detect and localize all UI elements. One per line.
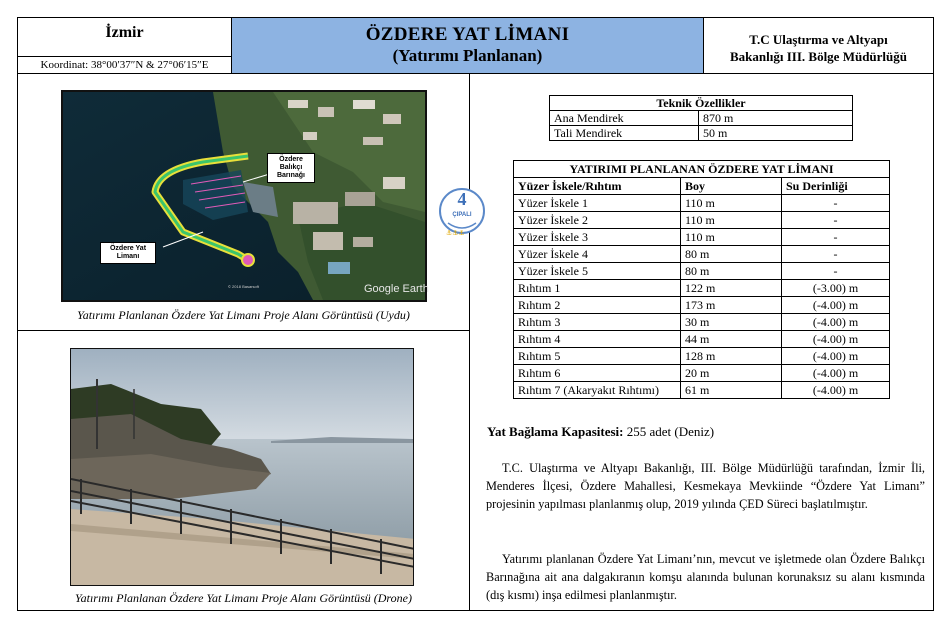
spec-value: 870 m	[699, 111, 853, 126]
berth-name: Rıhtım 5	[514, 348, 681, 365]
authority-line-2: Bakanlığı III. Bölge Müdürlüğü	[730, 49, 907, 64]
berth-name: Rıhtım 6	[514, 365, 681, 382]
header-authority-cell	[704, 17, 934, 74]
header-title-cell	[231, 17, 704, 74]
capacity-value: 255 adet (Deniz)	[626, 424, 715, 439]
berth-depth: (-4.00) m	[782, 297, 890, 314]
capacity-line	[487, 424, 714, 440]
berth-length: 44 m	[681, 331, 782, 348]
authority-line-1: T.C Ulaştırma ve Altyapı	[749, 32, 888, 47]
berth-length: 122 m	[681, 280, 782, 297]
table-header-row	[514, 178, 890, 195]
berth-length: 110 m	[681, 195, 782, 212]
berth-name: Yüzer İskele 3	[514, 229, 681, 246]
berth-depth: -	[782, 195, 890, 212]
table-row	[514, 365, 890, 382]
berth-name: Rıhtım 3	[514, 314, 681, 331]
logo-text: ÇIPALI	[452, 212, 472, 218]
berths-table-title: YATIRIMI PLANLANAN ÖZDERE YAT LİMANI	[514, 161, 890, 178]
page-subtitle: (Yatırımı Planlanan)	[392, 46, 543, 65]
table-row	[514, 212, 890, 229]
berth-length: 173 m	[681, 297, 782, 314]
table-title-row	[514, 161, 890, 178]
marina-label: Özdere Yat Limanı	[100, 242, 156, 264]
berth-length: 128 m	[681, 348, 782, 365]
spec-value: 50 m	[699, 126, 853, 141]
description-paragraph-2: Yatırımı planlanan Özdere Yat Limanı’nın, mevcut ve işletmede olan Özdere Balıkçı Barınağına ait ana dalgakıranın komşu alanında bulunan korunaksız su alanı kısmında (dış kısmı) inşa edilmesi planlanmıştır.	[486, 552, 925, 602]
berth-name: Rıhtım 1	[514, 280, 681, 297]
berth-depth: -	[782, 229, 890, 246]
berths-table	[513, 160, 890, 399]
berth-depth: -	[782, 246, 890, 263]
berth-name: Rıhtım 2	[514, 297, 681, 314]
berth-depth: (-4.00) m	[782, 314, 890, 331]
berth-depth: (-4.00) m	[782, 365, 890, 382]
svg-text:⚓⚓⚓: ⚓⚓⚓	[446, 229, 465, 237]
berth-name: Yüzer İskele 2	[514, 212, 681, 229]
column-header-name: Yüzer İskele/Rıhtım	[514, 178, 681, 195]
table-row	[514, 195, 890, 212]
berth-depth: (-4.00) m	[782, 348, 890, 365]
row-divider	[17, 330, 470, 331]
description-paragraph-1: T.C. Ulaştırma ve Altyapı Bakanlığı, III. Bölge Müdürlüğü tarafından, İzmir İli, Menderes İlçesi, Özdere Mahallesi, Kesmekaya Mevkiinde “Özdere Yat Limanı” projesinin yapılması planlanmış olup, 2019 yılında ÇED Süreci başlatılmıştır.	[486, 461, 925, 511]
satellite-image	[61, 90, 427, 302]
berth-length: 80 m	[681, 263, 782, 280]
berths-table-body	[514, 195, 890, 399]
berth-length: 61 m	[681, 382, 782, 399]
drone-illustration	[71, 349, 414, 586]
table-header-row	[550, 96, 853, 111]
table-row	[514, 246, 890, 263]
spec-name: Tali Mendirek	[550, 126, 699, 141]
svg-text:© 2018 Basarsoft: © 2018 Basarsoft	[228, 284, 259, 289]
table-row	[514, 280, 890, 297]
berth-depth: (-4.00) m	[782, 382, 890, 399]
spec-name: Ana Mendirek	[550, 111, 699, 126]
table-row	[514, 229, 890, 246]
berth-depth: (-4.00) m	[782, 331, 890, 348]
column-header-length: Boy	[681, 178, 782, 195]
capacity-label: Yat Bağlama Kapasitesi:	[487, 424, 624, 439]
berth-depth: -	[782, 212, 890, 229]
satellite-caption: Yatırımı Planlanan Özdere Yat Limanı Proje Alanı Görüntüsü (Uydu)	[77, 308, 410, 322]
column-header-depth: Su Derinliği	[782, 178, 890, 195]
berth-depth: -	[782, 263, 890, 280]
berth-length: 80 m	[681, 246, 782, 263]
berth-name: Rıhtım 4	[514, 331, 681, 348]
table-row	[514, 314, 890, 331]
berth-length: 110 m	[681, 212, 782, 229]
technical-title: Teknik Özellikler	[550, 96, 853, 111]
table-row	[514, 263, 890, 280]
berth-name: Yüzer İskele 5	[514, 263, 681, 280]
google-earth-watermark: Google Earth	[364, 283, 429, 295]
satellite-illustration	[63, 92, 425, 300]
header-location-cell	[17, 17, 231, 74]
technical-specs-table	[549, 95, 853, 141]
berth-name: Yüzer İskele 1	[514, 195, 681, 212]
table-row	[514, 382, 890, 399]
table-row	[514, 331, 890, 348]
column-divider	[469, 74, 470, 611]
table-row	[550, 126, 853, 141]
page-title: ÖZDERE YAT LİMANI	[365, 24, 570, 45]
drone-image	[70, 348, 414, 586]
berth-name: Rıhtım 7 (Akaryakıt Rıhtımı)	[514, 382, 681, 399]
berth-name: Yüzer İskele 4	[514, 246, 681, 263]
city-name: İzmir	[105, 24, 144, 41]
coordinates: Koordinat: 38°00′37″N & 27°06′15″E	[18, 56, 231, 77]
logo-number: 4	[457, 189, 467, 209]
berth-length: 30 m	[681, 314, 782, 331]
fishing-harbour-label: Özdere Balıkçı Barınağı	[267, 153, 315, 183]
table-row	[514, 348, 890, 365]
table-row	[550, 111, 853, 126]
berth-length: 110 m	[681, 229, 782, 246]
anchor-logo	[438, 185, 486, 241]
berth-depth: (-3.00) m	[782, 280, 890, 297]
berth-length: 20 m	[681, 365, 782, 382]
table-row	[514, 297, 890, 314]
drone-caption: Yatırımı Planlanan Özdere Yat Limanı Proje Alanı Görüntüsü (Drone)	[75, 591, 412, 605]
